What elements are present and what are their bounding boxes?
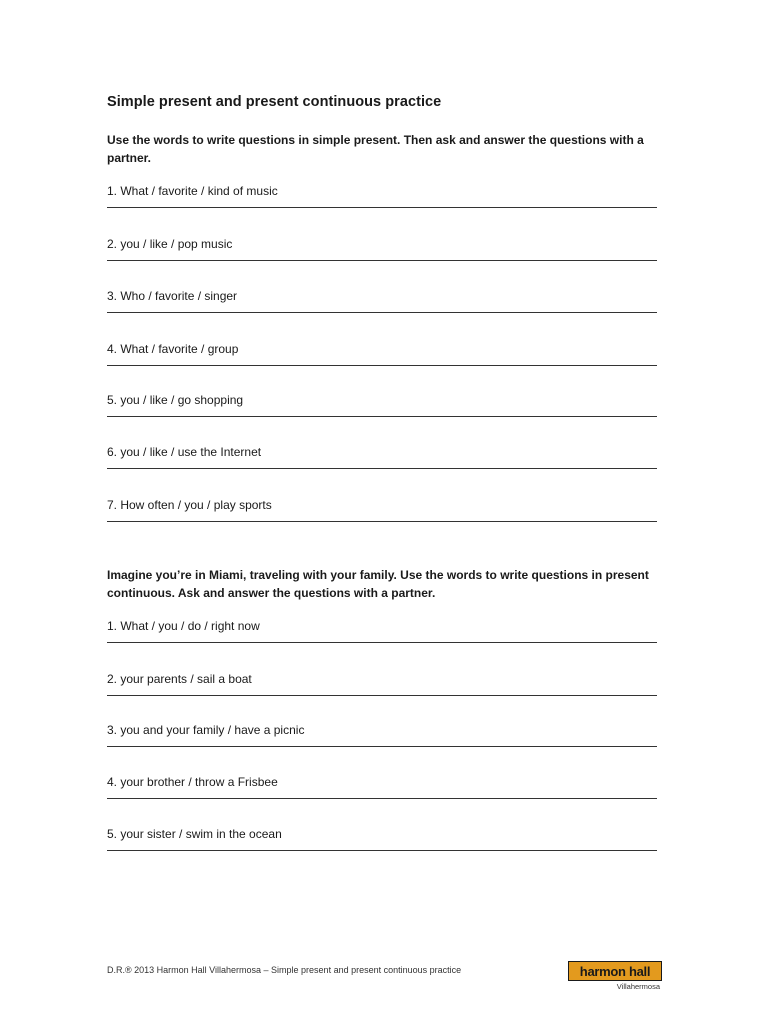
answer-line[interactable] — [107, 695, 657, 696]
exercise-item — [107, 618, 659, 643]
section1-instructions: Use the words to write questions in simple present. Then ask and answer the questions with a partner. — [107, 133, 644, 165]
exercise-prompt: 7. How often / you / play sports — [107, 498, 272, 512]
exercise-prompt: 2. you / like / pop music — [107, 237, 233, 251]
exercise-item — [107, 392, 659, 417]
harmon-hall-logo — [568, 961, 662, 991]
logo-subtitle: Villahermosa — [616, 982, 660, 991]
answer-line[interactable] — [107, 850, 657, 851]
exercise-item — [107, 497, 659, 522]
logo-box — [568, 961, 662, 981]
answer-line[interactable] — [107, 260, 657, 261]
exercise-prompt: 4. your brother / throw a Frisbee — [107, 775, 278, 789]
answer-line[interactable] — [107, 642, 657, 643]
footer-copyright: D.R.® 2013 Harmon Hall Villahermosa – Simple present and present continuous practice — [107, 965, 462, 975]
exercise-item — [107, 183, 659, 208]
exercise-item — [107, 722, 659, 747]
logo-wordmark: harmon hall — [579, 963, 651, 979]
exercise-prompt: 2. your parents / sail a boat — [107, 672, 252, 686]
exercise-item — [107, 236, 659, 261]
exercise-prompt: 5. your sister / swim in the ocean — [107, 827, 282, 841]
exercise-item — [107, 444, 659, 469]
exercise-prompt: 1. What / you / do / right now — [107, 619, 260, 633]
page-title: Simple present and present continuous practice — [107, 94, 442, 110]
exercise-prompt: 5. you / like / go shopping — [107, 393, 244, 407]
answer-line[interactable] — [107, 798, 657, 799]
answer-line[interactable] — [107, 746, 657, 747]
answer-line[interactable] — [107, 365, 657, 366]
exercise-item — [107, 774, 659, 799]
answer-line[interactable] — [107, 521, 657, 522]
exercise-item — [107, 671, 659, 696]
exercise-prompt: 1. What / favorite / kind of music — [107, 184, 278, 198]
exercise-prompt: 4. What / favorite / group — [107, 342, 239, 356]
exercise-item — [107, 341, 659, 366]
exercise-item — [107, 826, 659, 851]
answer-line[interactable] — [107, 468, 657, 469]
answer-line[interactable] — [107, 312, 657, 313]
answer-line[interactable] — [107, 207, 657, 208]
exercise-prompt: 3. Who / favorite / singer — [107, 289, 238, 303]
section2-instructions: Imagine you’re in Miami, traveling with your family. Use the words to write questions in present continuous. Ask and answer the questions with a partner. — [107, 568, 649, 600]
answer-line[interactable] — [107, 416, 657, 417]
exercise-prompt: 6. you / like / use the Internet — [107, 445, 262, 459]
exercise-prompt: 3. you and your family / have a picnic — [107, 723, 305, 737]
exercise-item — [107, 288, 659, 313]
